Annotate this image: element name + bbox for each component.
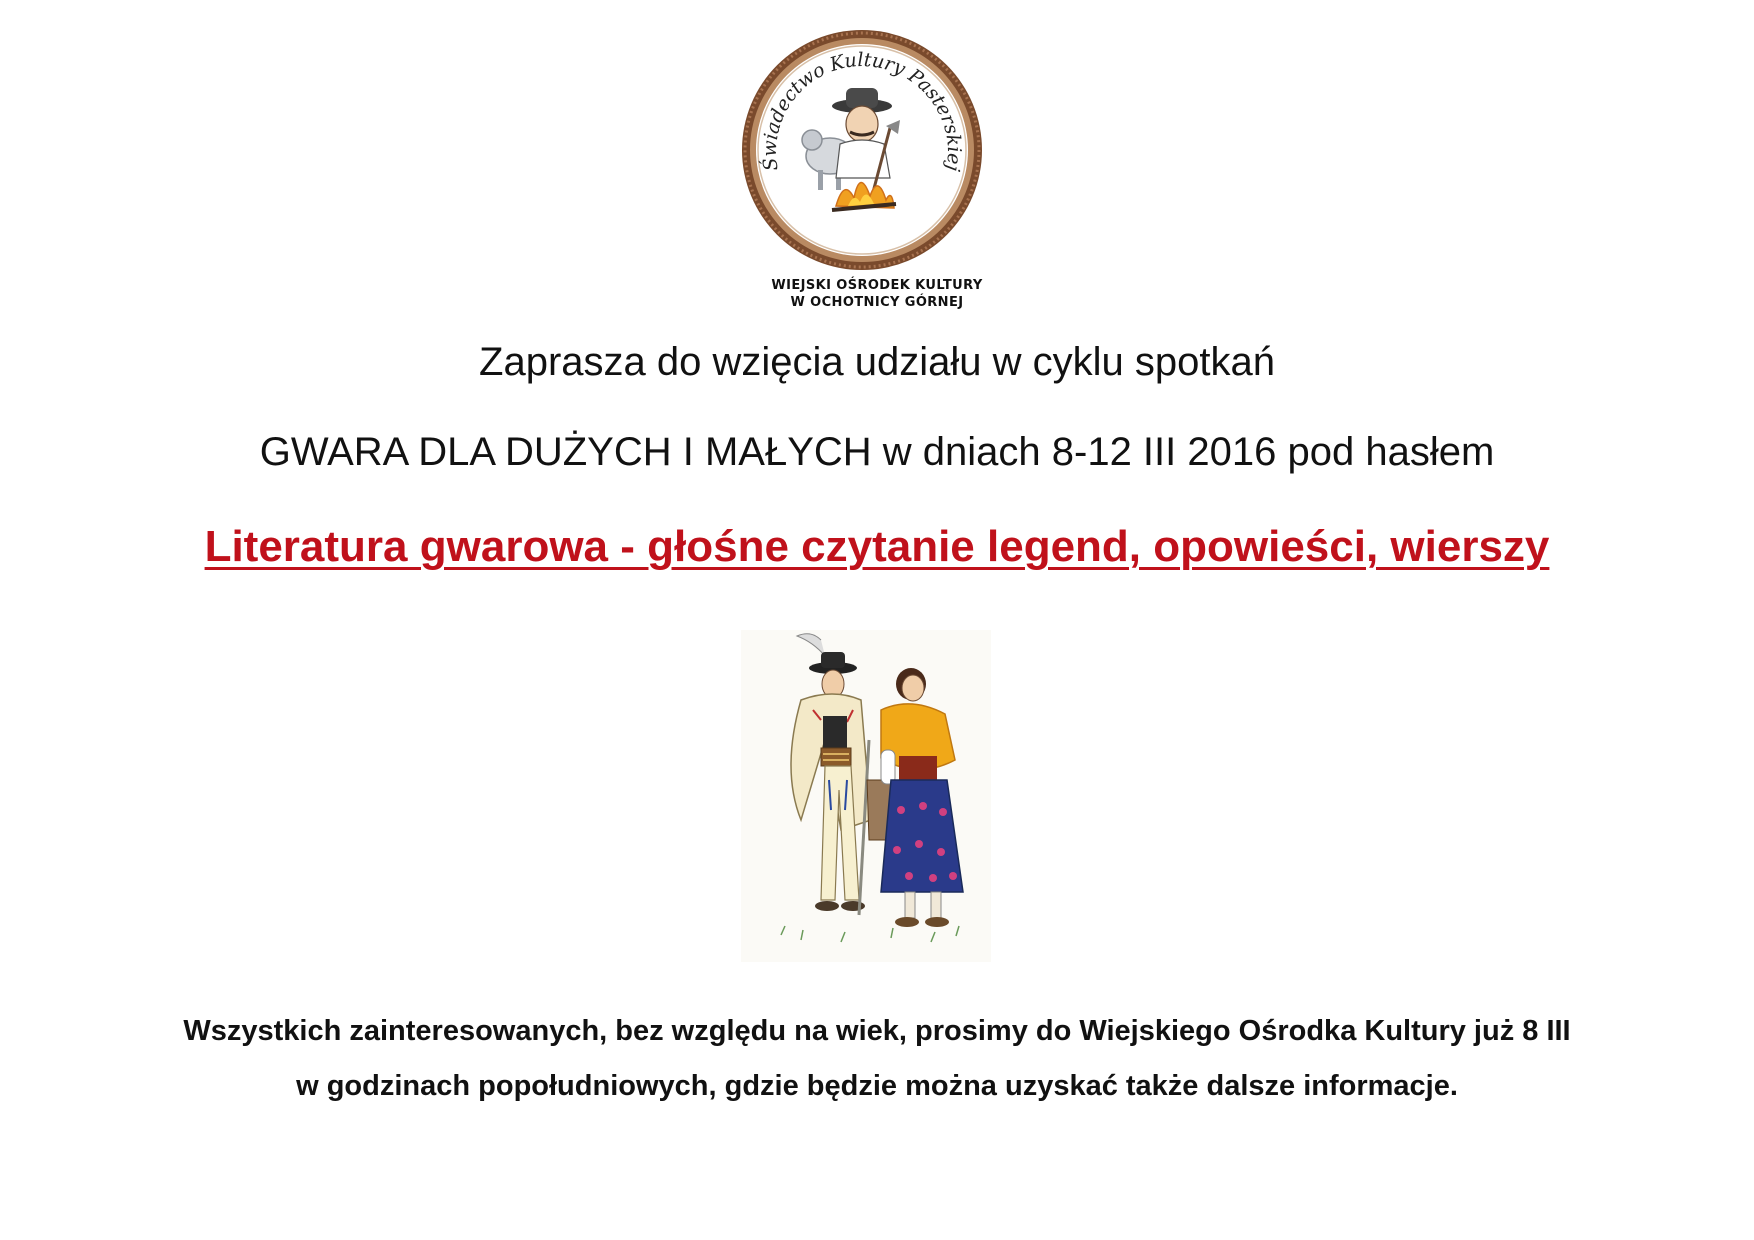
information-line1: Wszystkich zainteresowanych, bez względu na wiek, prosimy do Wiejskiego Ośrodka Kultury już 8 III bbox=[183, 1015, 1571, 1047]
logo-caption-line2: W OCHOTNICY GÓRNEJ bbox=[790, 295, 964, 310]
logo-seal-icon bbox=[740, 28, 984, 272]
event-motto: Literatura gwarowa - głośne czytanie legend, opowieści, wierszy bbox=[204, 522, 1550, 571]
information-paragraph bbox=[0, 1004, 1754, 1114]
cultural-center-logo bbox=[740, 28, 984, 272]
event-title: GWARA DLA DUŻYCH I MAŁYCH w dniach 8-12 III 2016 pod hasłem bbox=[259, 430, 1495, 474]
invitation-text: Zaprasza do wzięcia udziału w cyklu spotkań bbox=[479, 340, 1275, 384]
logo-caption-line1: WIEJSKI OŚRODEK KULTURY bbox=[771, 278, 983, 293]
folk-costume-illustration bbox=[741, 630, 991, 962]
svg-text:Świadectwo Kultury Pasterskiej: Świadectwo Kultury Pasterskiej bbox=[758, 49, 966, 173]
folk-costume-couple-icon bbox=[741, 630, 991, 962]
logo-caption bbox=[627, 277, 1127, 311]
information-line2: w godzinach popołudniowych, gdzie będzie można uzyskać także dalsze informacje. bbox=[296, 1070, 1458, 1102]
